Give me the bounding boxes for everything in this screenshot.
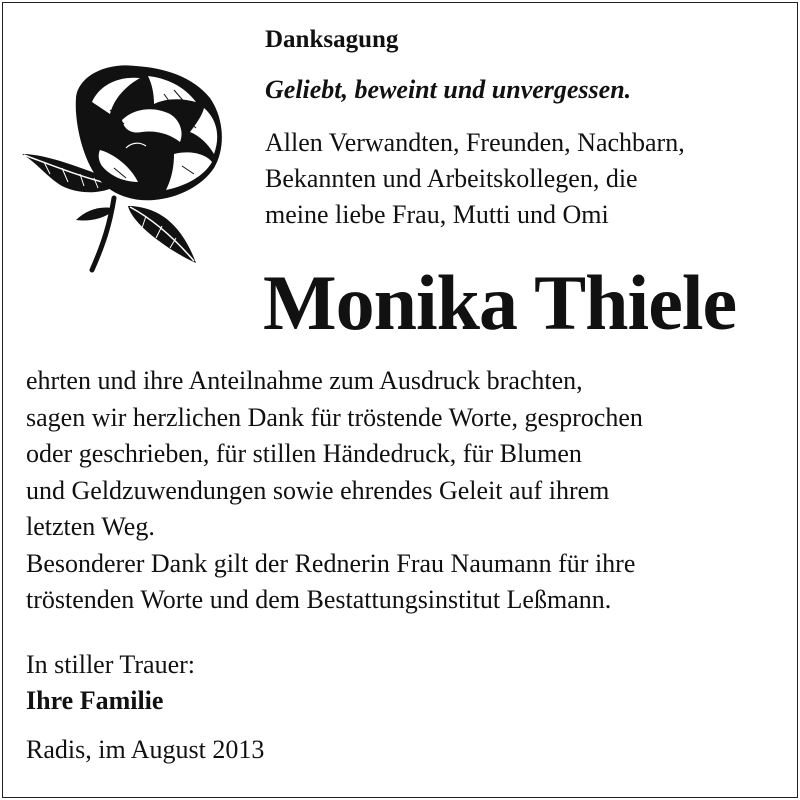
body-line: letzten Weg.	[26, 512, 155, 541]
notice-heading: Danksagung	[265, 26, 399, 53]
intro-line: Bekannten und Arbeitskollegen, die	[265, 164, 638, 193]
body-line: und Geldzuwendungen sowie ehrendes Geleit auf ihrem	[26, 475, 610, 505]
body-line: sagen wir herzlichen Dank für tröstende Worte, gesprochen	[26, 402, 643, 432]
place-date: Radis, im August 2013	[26, 735, 265, 764]
notice-motto: Geliebt, beweint und unvergessen.	[265, 75, 632, 104]
rose-icon	[14, 58, 244, 273]
intro-line: Allen Verwandten, Freunden, Nachbarn,	[265, 128, 685, 157]
intro-line: meine liebe Frau, Mutti und Omi	[265, 200, 609, 229]
closing-block	[26, 647, 195, 719]
intro-text	[265, 125, 685, 233]
family-signature: Ihre Familie	[26, 686, 164, 715]
deceased-name: Monika Thiele	[263, 259, 737, 346]
body-line: tröstenden Worte und dem Bestattungsinstitut Leßmann.	[26, 585, 612, 614]
body-line: oder geschrieben, für stillen Händedruck, für Blumen	[26, 439, 582, 468]
body-line: ehrten und ihre Anteilnahme zum Ausdruck brachten,	[26, 366, 583, 395]
body-text	[26, 363, 643, 619]
closing-line: In stiller Trauer:	[26, 650, 195, 679]
body-line: Besonderer Dank gilt der Rednerin Frau Naumann für ihre	[26, 548, 636, 578]
